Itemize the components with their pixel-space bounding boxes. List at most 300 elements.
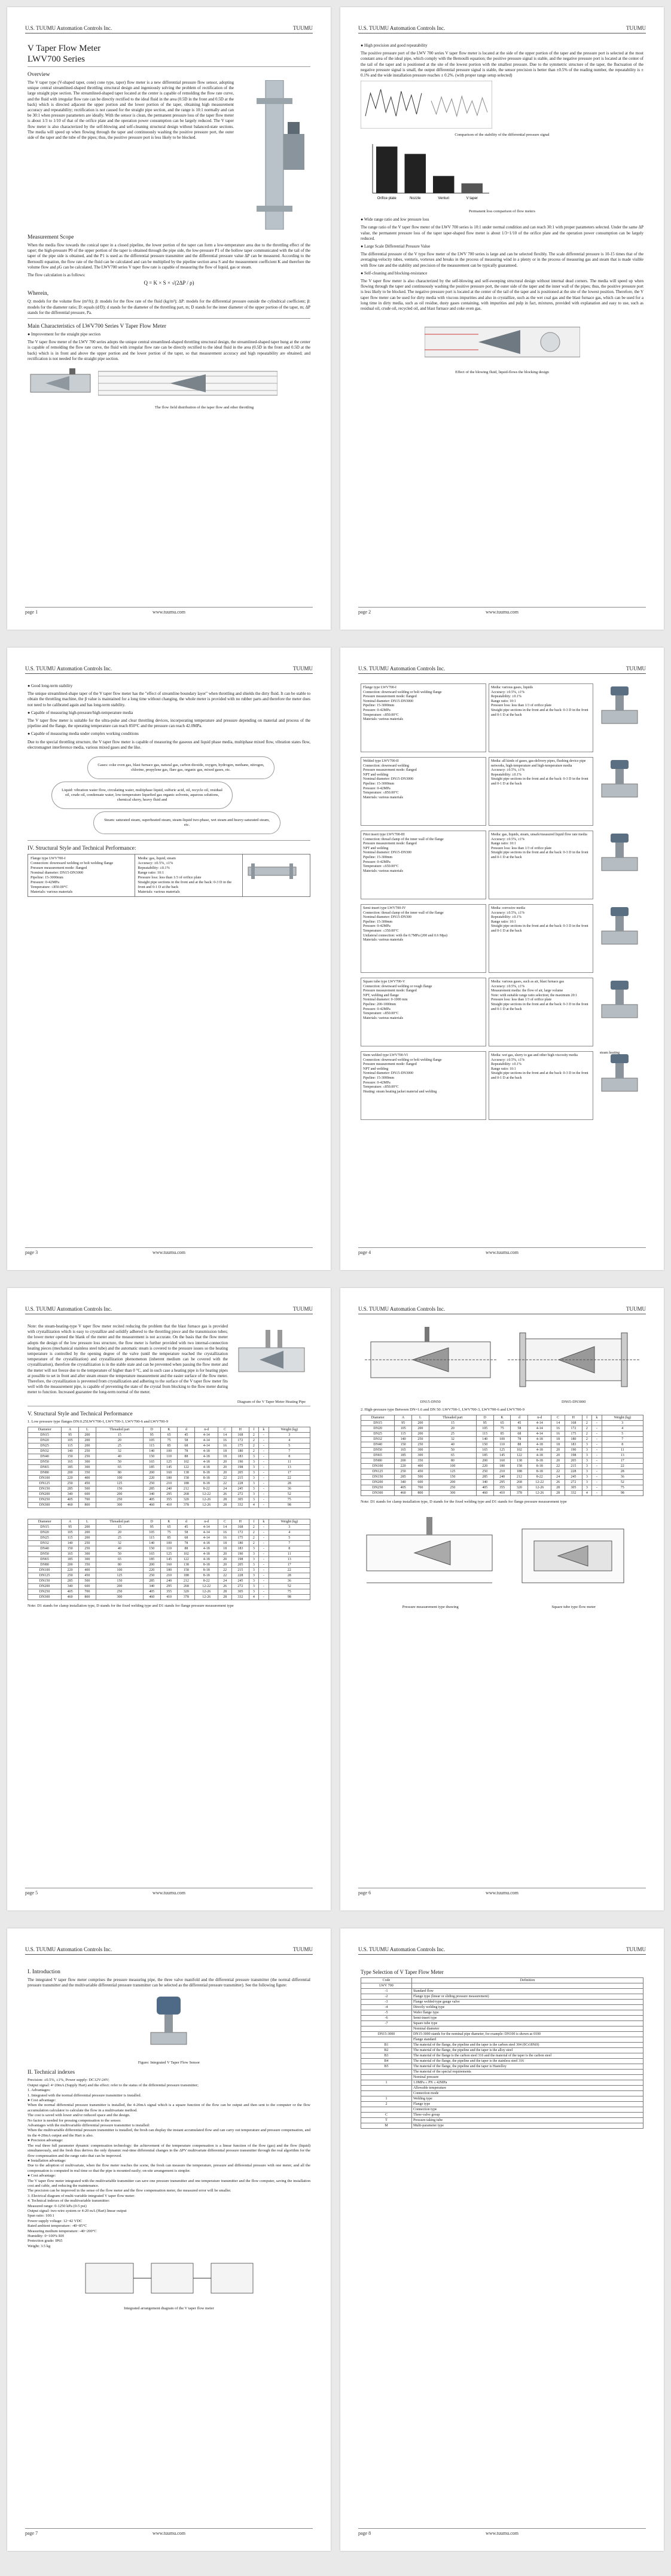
table-cell: 410 [493,1491,511,1496]
website-link[interactable]: www.tuumu.com [485,2531,519,2536]
table-cell: 18 [218,1541,232,1546]
bullet-heading: ● Capable of measuring media under complex working conditions [28,731,139,737]
selection-definition: Wafer flange type [411,2010,643,2016]
table-cell: 2 [249,1443,258,1449]
page-footer [358,1247,646,1257]
meter-type-image [596,831,643,899]
table-cell: 11 [602,1448,643,1453]
figure-caption: Figure: Integrated V Taper Flow Sensor [138,2061,200,2065]
table-header-cell: Diameter [361,1415,395,1421]
table-row [28,1536,310,1541]
figure-caption: Effect of the blowing fluid, liquid-flows the blocking design [455,370,549,375]
table-cell: 65 [429,1453,476,1458]
table-cell: 500 [78,1579,96,1584]
selection-code: T [361,2118,412,2123]
x-tick-label: Venturi [438,197,450,201]
meter-type-media: Media: various gases, liquids Accuracy: ±0.5%, ±1% Repeatability: ±0.1% Range ratio: 10:1 Pressure loss: less than 1/3 of orifice plate Straight pipe sections in the front and at the back: 0-3 D in the front and 0-1 D at the back [489,683,593,752]
table-cell: DN50 [28,1460,62,1465]
selection-definition: Pressure-taking tube [411,2118,643,2123]
table-cell: 115 [62,1443,79,1449]
selection-row [361,2107,643,2113]
table-cell: 320 [511,1485,528,1491]
page-header [358,1302,646,1314]
table-cell: 26 [218,1492,232,1497]
website-link[interactable]: www.tuumu.com [485,1250,519,1255]
selection-row [361,2091,643,2096]
selection-definition: The material of the flange, the pipeline and the taper is the carbon steel 304 (0Cr18Ni9) [411,2043,643,2048]
table-cell: 8-18 [195,1562,218,1568]
website-link[interactable]: www.tuumu.com [152,2531,186,2536]
liquid-media-bubble: Liquid: vibration water flow, circulating water, multiphase liquid, sulfuric acid, oil, recycle oil, residual oil, crude oil, condensate water, low-temperature liquefied gas organic solvents, aqueous solutions, chemical slurry, heavy fluid and [51,782,233,809]
table-cell: 285 [476,1475,493,1480]
formula-intro: The flow calculation is as follows: [28,273,86,278]
table-cell: 205 [565,1458,582,1464]
table-header-cell: Weight (kg) [269,1519,310,1525]
table-cell: 40 [96,1546,143,1552]
table-cell: 13 [269,1465,310,1470]
table-cell: 3 [582,1453,591,1458]
table-cell: 4-14 [195,1525,218,1530]
table-cell: 68 [178,1443,195,1449]
table-cell: DN100 [28,1568,62,1573]
table-row [28,1595,310,1600]
table-cell: 125 [493,1448,511,1453]
table-cell: 12-26 [195,1589,218,1595]
selection-code: C [361,2113,412,2118]
table-cell: 18 [551,1442,565,1448]
table-cell: 5 [269,1536,310,1541]
company-name: U.S. TUUMU Automation Controls Inc. [25,1946,112,1952]
meter-type-media: Media: all kinds of gases, gas-delivery pipes, flushing device pipe networks, high-temperature and high-temperature media Accuracy: ±0.5%, ±1% Repeatability: ±0.1% Straight pipe sections in the front and at the back: 0-3 D in the front and 0-1 D at the back [489,757,593,826]
table-cell: - [259,1487,269,1492]
table-cell: - [592,1421,602,1426]
selection-row [361,2037,643,2043]
section-heading: V. Structural Style and Technical Performance [28,1411,133,1417]
overview-text: The V taper type (V-shaped taper, cone) cone type, taper) flow meter is a new differential pressure flow sensor, adopting unique central streamlined-shaped throttling structural design and ingeniously solving the problem of rectification of the large straight pipe section. The streamlined-shaped taper located at the center is capable of remolding the flow rate curve, and the fluid with irregular flow rate can be directly rectified to the ideal fluid in the area (0.5D in the front and 0.5D at the back) which is directed adjacent the upper portion and the lower portion of the taper, obtaining high measurement accuracy and repeatability; rectification is not caused for the straight pipe section, and the range is 10:1 normally and can be 30:1 when pressure parameters are ideally. With the sensor is clean, the permanent pressure loss of the taper flow meter is about 1/3 to 1/10 of that of the orifice plate and the operation power consumption can be largely reduced. The V taper flow meter is also characterized by the self-blowing and self-cleaning structural design without balanced-state sections. The media will speed up when flowing through the taper and continuously washing the positive pressure port, the outer side of the taper and the tube of the pipes; thus, the positive pressure port is less likely to be blocked. [28,80,234,141]
table-cell: 20 [429,1426,476,1432]
table-cell: 110 [160,1546,178,1552]
table-cell: 350 [78,1562,96,1568]
table-cell: 2 [582,1432,591,1437]
table-cell: 32 [429,1437,476,1442]
heating-pipe-diagram [233,1324,310,1396]
table-row [361,1491,643,1496]
table-cell: 15 [96,1433,143,1438]
table-cell: 115 [143,1443,160,1449]
table-header-cell: Weight (kg) [602,1415,643,1421]
table-cell: 200 [78,1438,96,1443]
selection-definition: The material of the flange, the pipeline and the taper is Hastelloy [411,2064,643,2070]
table-cell: 80 [429,1458,476,1464]
table-cell: 20 [551,1448,565,1453]
page-number: page 3 [25,1250,38,1255]
table-cell: 300 [78,1465,96,1470]
table-row [361,1421,643,1426]
page-number: page 2 [358,609,371,615]
meter-type-image [596,904,643,973]
table-cell: 500 [78,1487,96,1492]
table-cell: 305 [565,1485,582,1491]
table-cell: 138 [178,1562,195,1568]
table-cell: 210 [160,1573,178,1579]
table-cell: 350 [78,1470,96,1476]
table-cell: 22 [269,1476,310,1481]
table-cell: 4-18 [195,1552,218,1557]
table-cell: 3 [249,1460,258,1465]
table-cell: 17 [269,1562,310,1568]
table-cell: 12-22 [195,1584,218,1589]
website-link[interactable]: www.tuumu.com [485,609,519,615]
table-cell: 3 [249,1573,258,1579]
bullet-text: The differential pressure of the V type flow meter of the LWV 700 series is large and can be selected flexibly. The scale differential pressure is 10-15 times that of the averaging-velocity tubes, venturis, vortexes and breaks in the process of measuring wind in a plenty or in the process of measuring gas and steam that is made visible with flow rate and the stability and precision of the measurement can be typically guaranteed. [361,252,643,268]
col-code: Code [361,1978,412,1983]
table-cell: 3 [582,1485,591,1491]
table-cell: 2 [249,1541,258,1546]
table-row [28,1476,310,1481]
selection-code: M [361,2123,412,2129]
table-header-cell: Threaded part [429,1415,476,1421]
table-cell: 200 [143,1562,160,1568]
table-cell: 24 [218,1579,232,1584]
table-header-cell: C [551,1415,565,1421]
table-cell: 16 [551,1426,565,1432]
table-cell: 200 [411,1432,429,1437]
brand-name: TUUMU [293,1306,313,1312]
brand-name: TUUMU [626,666,646,672]
table-header-cell: H [565,1415,582,1421]
table-cell: 600 [78,1492,96,1497]
table-cell: 200 [78,1530,96,1536]
table-cell: 105 [395,1426,412,1432]
table-cell: 122 [178,1465,195,1470]
table-cell: 240 [160,1487,178,1492]
table-cell: DN100 [361,1464,395,1469]
selection-row [361,2086,643,2091]
table-cell: 85 [493,1432,511,1437]
table-header-cell: L [78,1519,96,1525]
table-cell: 200 [429,1480,476,1485]
table-cell: 13 [602,1453,643,1458]
table-cell: DN32 [28,1541,62,1546]
company-name: U.S. TUUMU Automation Controls Inc. [358,25,446,31]
page-header [358,1943,646,1955]
page-footer [358,1888,646,1897]
table-cell: 125 [96,1481,143,1487]
table-cell: 405 [62,1497,79,1503]
table-cell: 168 [231,1433,249,1438]
table-cell: 8-18 [195,1470,218,1476]
website-link[interactable]: www.tuumu.com [152,1890,186,1896]
table-cell: 8-22 [195,1487,218,1492]
table-cell: 240 [160,1579,178,1584]
table-cell: 285 [143,1487,160,1492]
x-tick-label: V taper [466,197,478,201]
table-cell: 250 [411,1437,429,1442]
meter-type-spec: Semi-insert type LWV700-IV Connection: thread clamp of the inner wall of the flange Nominal diameter: DN15-DN300 Pipeline: 15-300mm Pressure: 0-42MPa Temperature: ≤350.00°C Unilateral connection: with the 0.7MPa (200 and 0.6 Mpa) Materials: various materials [361,904,486,973]
table-cell: 115 [476,1432,493,1437]
table-cell: 12-22 [195,1492,218,1497]
table-cell: 250 [78,1454,96,1460]
table-cell: 100 [493,1437,511,1442]
table-cell: DN100 [28,1476,62,1481]
x-tick-label: Nozzle [410,197,421,201]
page-7 [7,1928,331,2551]
table-header-cell: H [231,1519,249,1525]
x-tick-label: Orifice plate [377,197,396,201]
table-cell: 410 [160,1595,178,1600]
table-cell: DN65 [361,1453,395,1458]
meter-type-row [361,978,643,1046]
table-cell: 180 [160,1476,178,1481]
table-header-cell: n-d [195,1427,218,1433]
table-cell: 58 [178,1438,195,1443]
table-cell: 2 [249,1433,258,1438]
table-note: Note: D1 stands for clamp installation type, D stands for the fixed welding type and D1 stands for flange pressure measurement type [361,1500,567,1504]
table-cell: 22 [602,1464,643,1469]
selection-row [361,2113,643,2118]
table-cell: - [259,1443,269,1449]
table-row [28,1546,310,1552]
page-1 [7,7,331,630]
selection-definition: Square tube type [411,2021,643,2026]
table-cell: 4-18 [195,1449,218,1454]
section-heading: Wherein, [28,291,49,297]
table-cell: 3 [582,1464,591,1469]
meter-type-spec: Welded type LWV700-II Connection: downward welding Pressure measurement mode: flanged NPT and welding Nominal diameter: DN15-DN3000 Pipeline: 15-3000mm Pressure: 0-42MPa Temperature: ≤850.00°C Materials: various materials [361,757,486,826]
table-header-cell: f [249,1427,258,1433]
table-cell: 355 [493,1485,511,1491]
selection-code [361,2070,412,2075]
brand-name: TUUMU [626,25,646,31]
table-cell: 450 [78,1481,96,1487]
table-cell: 65 [493,1421,511,1426]
dimension-table-1 [28,1427,310,1508]
table-cell: 160 [160,1562,178,1568]
table-cell: 300 [96,1503,143,1508]
table-cell: 4-18 [195,1557,218,1562]
meter-type-image [596,1051,643,1120]
table-cell: 295 [160,1492,178,1497]
table-cell: - [259,1573,269,1579]
table-cell: - [259,1503,269,1508]
table-cell: 12-26 [195,1503,218,1508]
page-header [25,22,313,33]
table-cell: 168 [231,1525,249,1530]
website-link[interactable]: www.tuumu.com [152,609,186,615]
table-cell: - [259,1497,269,1503]
table-cell: 378 [511,1491,528,1496]
table-cell: - [259,1546,269,1552]
table-cell: DN200 [361,1480,395,1485]
table-header-cell: C [218,1519,232,1525]
table-cell: 180 [493,1464,511,1469]
table-cell: 95 [395,1421,412,1426]
table-cell: 220 [62,1568,79,1573]
table-cell: 75 [493,1426,511,1432]
table-cell: 36 [269,1487,310,1492]
chart-caption: Comparison of the stability of the differential pressure signal [455,133,550,138]
table-cell: 28 [551,1491,565,1496]
table-cell: 158 [178,1568,195,1573]
table-cell: DN300 [28,1595,62,1600]
figure-caption: Diagram of the V Taper Meter Heating Pipe [237,1400,306,1404]
selection-definition: Connection type [411,2107,643,2113]
company-name: U.S. TUUMU Automation Controls Inc. [358,666,446,672]
table-cell: 28 [218,1589,232,1595]
chart-caption: Permanent loss comparison of flow meters [468,209,536,214]
model-code: LWV 700 [361,1983,412,1989]
table-cell: DN65 [28,1557,62,1562]
selection-definition: Welding type [411,2096,643,2102]
steam-media-bubble: Steam: saturated steam, superheated steam, steam-liquid two-phase, wet steam and heavy-saturated steam, etc. [93,811,280,834]
table-header-cell: L [78,1427,96,1433]
meter-type-spec: Square tube type LWV700-V Connection: downward welding or rough flange Pressure measurement mode: flanged NPT, welding and flange Nominal diameter: 0-1000 mm Pipeline: 200-1000mm Pressure: 0-42MPa Temperature: ≤850.00°C Materials: various materials [361,978,486,1046]
table-cell: DN65 [28,1465,62,1470]
page-header [358,22,646,33]
table-cell: 3 [249,1487,258,1492]
table-cell: DN300 [28,1503,62,1508]
table-cell: 11 [269,1552,310,1557]
bullet-text: The V taper flow meter of the LWV 700 series adopts the unique central streamlined-shaped throttling structural design, the streamlined-shaped taper hung at the center is capable of remolding the flow rate curve, the fluid with irregular flow rate can be directly rectified to the ideal fluid in the area (0.5D in the front and 0.5D at the back) which is in front and above the upper portion and the lower portion of the taper, so that measurement accuracy and high repeatability are obtained; and rectification is not needed for the straight pipe section. [28,340,310,361]
selection-row [361,2005,643,2010]
table-cell: 4-18 [195,1454,218,1460]
table-cell: 305 [231,1589,249,1595]
table-cell: 268 [178,1584,195,1589]
table-cell: 45 [178,1433,195,1438]
table-cell: 40 [96,1454,143,1460]
table-cell: 58 [511,1426,528,1432]
table-cell: 405 [143,1497,160,1503]
table-cell: DN32 [361,1437,395,1442]
table-row [28,1584,310,1589]
table-row [28,1568,310,1573]
table-cell: 14 [218,1433,232,1438]
table-cell: - [259,1589,269,1595]
table-cell: 180 [160,1568,178,1573]
table-cell: 4-18 [195,1460,218,1465]
table-cell: 20 [218,1465,232,1470]
table-cell: 12-22 [528,1480,551,1485]
table-cell: 140 [143,1449,160,1454]
table-cell: 2 [249,1525,258,1530]
table-cell: 12-26 [195,1595,218,1600]
meter-type-spec: Stem welded type LWV700-VI Connection: downward welding or bolt welding flange Pressure measurement mode: flanged NPT and welding Nominal diameter: DN15-DN3000 Pipeline: 15-3000mm Pressure: 0-42MPa Temperature: ≤850.00°C Heating: steam heating jacket material and welding [361,1051,486,1120]
table-cell: - [259,1525,269,1530]
table-cell: 285 [62,1487,79,1492]
doc-title: V Taper Flow Meter [28,44,101,53]
table-cell: 200 [62,1470,79,1476]
table-cell: 138 [178,1470,195,1476]
selection-definition: The material of the flange, the pipeline and the taper is the alloy steel [411,2048,643,2053]
selection-code [361,2026,412,2032]
section-heading: I. Introduction [28,1969,60,1975]
table-cell: - [259,1562,269,1568]
principle-text: When the media flow towards the conical taper in a closed pipeline, the lower portion of the taper can form a low-temperature area due to the throttling effect of the taper; the high-pressure P0 of the upper portion of the taper is obtained through the pipe side, the low-pressure P1 of the hollow taper communicated with the tail of the taper of the pipe side is obtained, and the P1 is used as the differential pressure transmitter and the differential pressure value ΔP can be measured. According to the Bernoulli equation, the flow rate of the fluid can be calculated and can be multiplied by the pipeline section area S and the measurement coefficient K and therefore the volume flow and ρG can be calculated. The LWV700 series V taper flow rate is capable of measuring the flow of liquid, gas or steam. [28,243,310,270]
table-cell: 200 [78,1433,96,1438]
table-cell: 28 [269,1481,310,1487]
meter-type-image [596,683,643,752]
page-4 [340,648,664,1270]
table-cell: 355 [160,1497,178,1503]
table-row [28,1530,310,1536]
table-header-cell: C [218,1427,232,1433]
page-footer [25,607,313,616]
table-cell: 272 [231,1584,249,1589]
table-cell: 150 [96,1487,143,1492]
table-cell: - [259,1460,269,1465]
table-cell: 88 [511,1442,528,1448]
table-cell: 340 [476,1480,493,1485]
col-definition: Definition [411,1978,643,1983]
table-cell: 138 [511,1458,528,1464]
company-name: U.S. TUUMU Automation Controls Inc. [25,1306,112,1312]
table-cell: 2 [249,1449,258,1454]
table-header-cell: K [160,1519,178,1525]
table-cell: 183 [231,1454,249,1460]
table-cell: 460 [395,1491,412,1496]
table-cell: 200 [411,1426,429,1432]
page-3 [7,648,331,1270]
table-cell: 17 [269,1470,310,1476]
table-cell: 450 [411,1469,429,1475]
table-cell: 12-26 [195,1497,218,1503]
table-cell: 3 [582,1448,591,1453]
table-cell: 4 [249,1595,258,1600]
table-cell: 460 [143,1595,160,1600]
table-cell: 75 [160,1530,178,1536]
table-cell: 100 [429,1464,476,1469]
table-cell: 158 [178,1476,195,1481]
table-cell: 52 [269,1492,310,1497]
table-cell: 24 [218,1487,232,1492]
steam-heating-tag: steam heating [599,1051,620,1055]
table-cell: 20 [218,1460,232,1465]
table-cell: 85 [160,1536,178,1541]
table-row [361,1448,643,1453]
table-cell: 4 [249,1503,258,1508]
table-cell: - [592,1448,602,1453]
table-cell: 4 [582,1491,591,1496]
table-cell: 13 [269,1557,310,1562]
company-name: U.S. TUUMU Automation Controls Inc. [358,1306,446,1312]
bullet-heading: ● Large Scale Differential Pressure Value [361,244,431,249]
selection-definition: Multi-parameter type [411,2123,643,2129]
table-cell: 228 [231,1573,249,1579]
page-number: page 6 [358,1890,371,1896]
table-cell: 220 [143,1476,160,1481]
table-header-cell: d [511,1415,528,1421]
table-cell: 8-18 [195,1481,218,1487]
table-cell: 150 [62,1546,79,1552]
table-cell: 250 [395,1469,412,1475]
table-cell: 250 [96,1589,143,1595]
flow-field-diagram [98,365,277,401]
selection-row [361,2096,643,2102]
table-cell: 15 [96,1525,143,1530]
website-link[interactable]: www.tuumu.com [485,1890,519,1896]
selection-code: B5 [361,2064,412,2070]
table-cell: DN25 [28,1536,62,1541]
table-cell: DN15 [28,1525,62,1530]
selection-code [361,2037,412,2043]
table-cell: 140 [62,1449,79,1454]
meter-type-row [361,1051,643,1120]
table-header-cell: K [493,1415,511,1421]
table-cell: 332 [231,1503,249,1508]
brand-name: TUUMU [626,1306,646,1312]
website-link[interactable]: www.tuumu.com [152,1250,186,1255]
table-cell: 125 [160,1552,178,1557]
